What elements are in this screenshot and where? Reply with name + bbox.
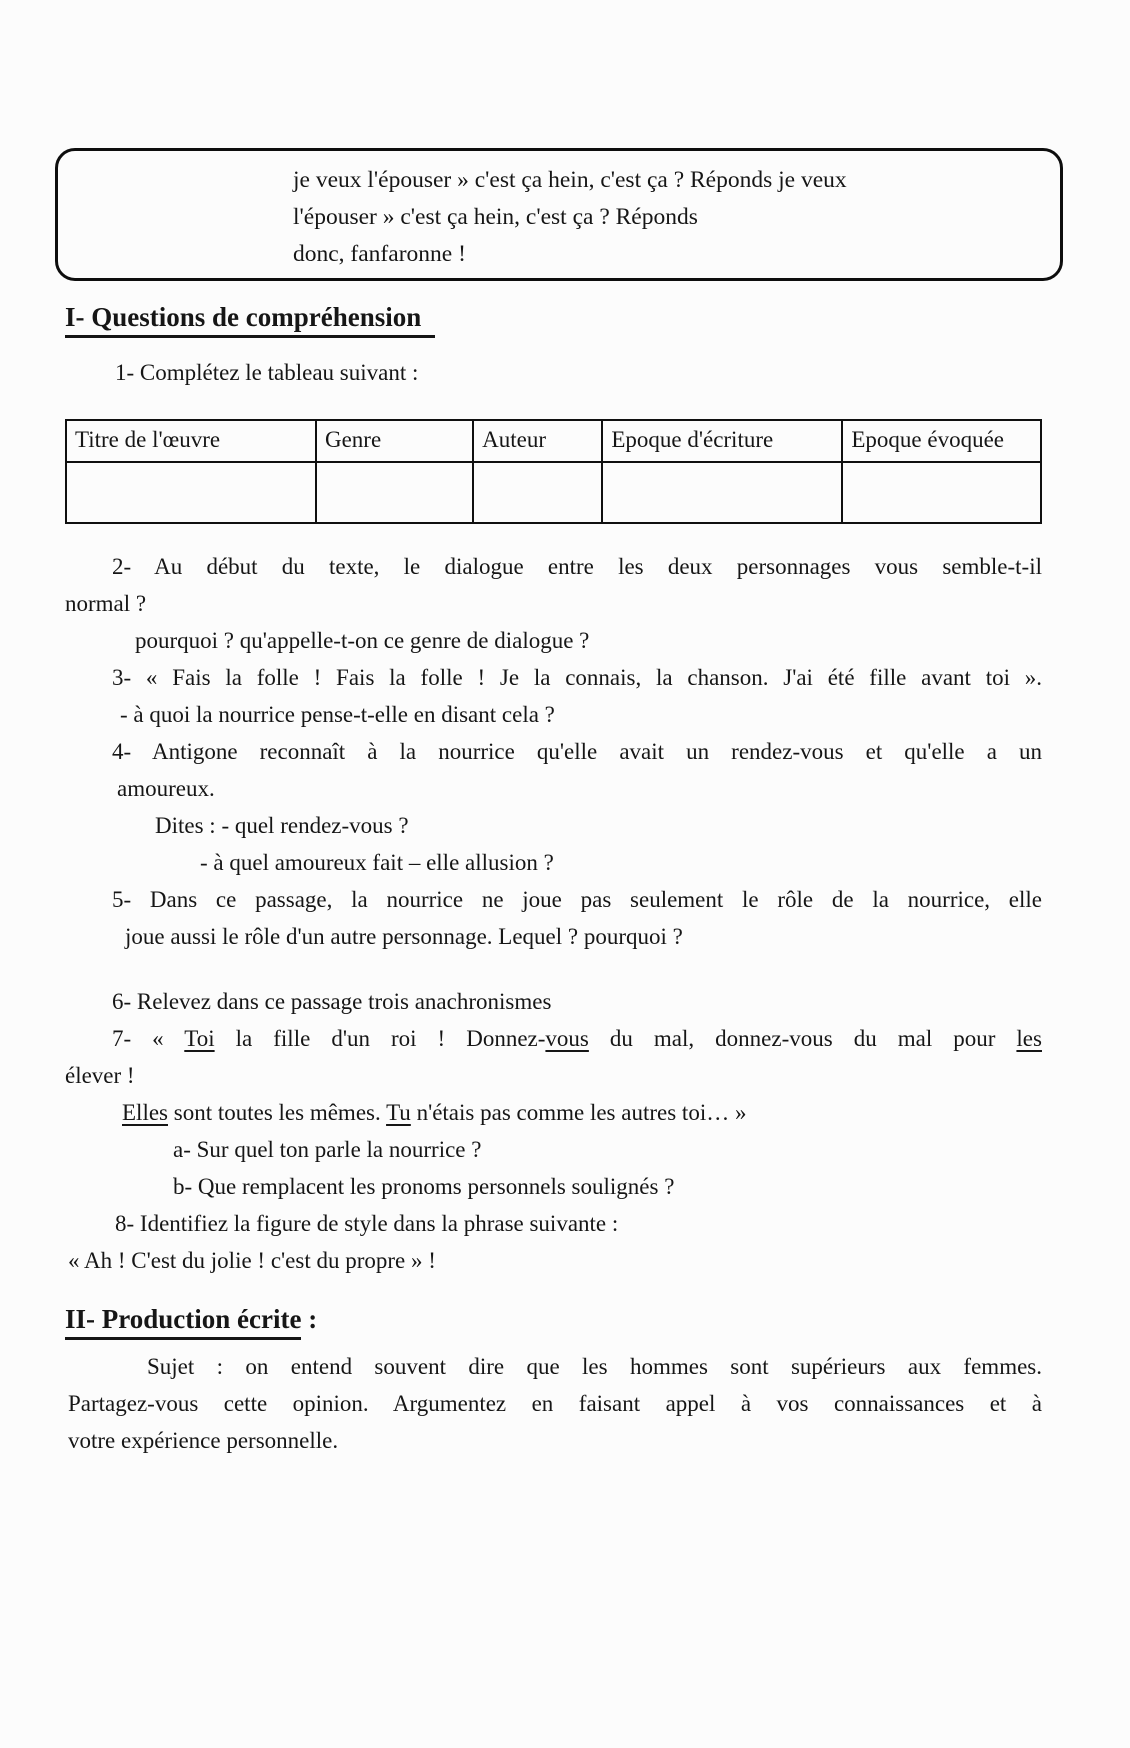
- question-4-line-1: 4- Antigone reconnaît à la nourrice qu'elle avait un rendez-vous et qu'elle a un: [112, 739, 1042, 764]
- page-content: [0, 302, 1130, 1459]
- table-empty-cell-auteur: [473, 462, 602, 523]
- questions-block: [65, 548, 1042, 1279]
- quote-line: je veux l'épouser » c'est ça hein, c'est ça ? Réponds je veux: [293, 167, 847, 193]
- question-2-line-1: 2- Au début du texte, le dialogue entre les deux personnages vous semble-t-il: [112, 554, 1042, 579]
- question-7-text: 7- «: [112, 1026, 185, 1051]
- question-7-sub-a: a- Sur quel ton parle la nourrice ?: [173, 1137, 482, 1162]
- exam-page: [0, 148, 1130, 1459]
- table-empty-cell-epoque-ecriture: [602, 462, 842, 523]
- question-5-line-1: 5- Dans ce passage, la nourrice ne joue pas seulement le rôle de la nourrice, elle: [112, 887, 1042, 912]
- question-8-line-1: 8- Identifiez la figure de style dans la phrase suivante :: [115, 1211, 619, 1236]
- question-4-line-3: Dites : - quel rendez-vous ?: [155, 813, 409, 838]
- underlined-pronoun-elles: Elles: [122, 1100, 168, 1125]
- question-8-line-2: « Ah ! C'est du jolie ! c'est du propre » !: [68, 1248, 436, 1273]
- quote-line: l'épouser » c'est ça hein, c'est ça ? Réponds: [293, 204, 698, 230]
- question-4-line-4: - à quel amoureux fait – elle allusion ?: [200, 850, 554, 875]
- question-4-line-2: amoureux.: [117, 776, 215, 801]
- production-ecrite-block: [65, 1348, 1042, 1459]
- section-2-heading: [65, 1304, 1042, 1340]
- question-3-line-2: - à quoi la nourrice pense-t-elle en disant cela ?: [120, 702, 555, 727]
- sujet-line-2: Partagez-vous cette opinion. Argumentez en faisant appel à vos connaissances et à: [68, 1391, 1042, 1416]
- question-7-text: la fille d'un roi ! Donnez-: [214, 1026, 546, 1051]
- vertical-spacer: [65, 955, 1042, 983]
- question-7-line-1: [112, 1020, 1042, 1057]
- sujet-line-3: votre expérience personnelle.: [68, 1428, 339, 1453]
- table-empty-cell-genre: [316, 462, 473, 523]
- table-empty-cell-epoque-evoquee: [842, 462, 1041, 523]
- table-header-genre: Genre: [316, 420, 473, 462]
- question-5-line-2: joue aussi le rôle d'un autre personnage. Lequel ? pourquoi ?: [125, 924, 683, 949]
- completion-table: [65, 419, 1042, 524]
- table-header-titre: Titre de l'œuvre: [66, 420, 316, 462]
- table-header-row: [66, 420, 1041, 462]
- question-2-line-2: normal ?: [65, 591, 147, 616]
- question-2-line-3: pourquoi ? qu'appelle-t-on ce genre de dialogue ?: [135, 628, 590, 653]
- sujet-line-1: Sujet : on entend souvent dire que les hommes sont supérieurs aux femmes.: [147, 1354, 1042, 1379]
- table-empty-cell-titre: [66, 462, 316, 523]
- question-7-text: n'étais pas comme les autres toi… »: [410, 1100, 747, 1125]
- section-1-heading: [65, 302, 1042, 338]
- table-header-epoque-evoquee: Epoque évoquée: [842, 420, 1041, 462]
- underlined-pronoun-vous: vous: [545, 1026, 589, 1051]
- section-2-heading-colon: :: [301, 1304, 318, 1334]
- quote-line: donc, fanfaronne !: [293, 241, 466, 267]
- question-7-text: du mal, donnez-vous du mal pour: [588, 1026, 1017, 1051]
- question-7-sub-b: b- Que remplacent les pronoms personnels soulignés ?: [173, 1174, 675, 1199]
- table-empty-row: [66, 462, 1041, 523]
- underlined-pronoun-les: les: [1016, 1026, 1042, 1051]
- question-7-line-2: élever !: [65, 1063, 135, 1088]
- question-7-text: sont toutes les mêmes.: [168, 1100, 387, 1125]
- section-2-heading-text: II- Production écrite: [65, 1304, 301, 1340]
- table-header-auteur: Auteur: [473, 420, 602, 462]
- underlined-pronoun-tu: Tu: [386, 1100, 411, 1125]
- question-3-line-1: 3- « Fais la folle ! Fais la folle ! Je la connais, la chanson. J'ai été fille avant toi ».: [112, 665, 1042, 690]
- underlined-pronoun-toi: Toi: [184, 1026, 215, 1051]
- question-6: 6- Relevez dans ce passage trois anachronismes: [112, 989, 552, 1014]
- question-1: 1- Complétez le tableau suivant :: [115, 360, 419, 385]
- section-1-heading-text: I- Questions de compréhension: [65, 302, 435, 338]
- table-header-epoque-ecriture: Epoque d'écriture: [602, 420, 842, 462]
- question-7-line-3: [122, 1094, 1042, 1131]
- quote-box: [55, 148, 1063, 281]
